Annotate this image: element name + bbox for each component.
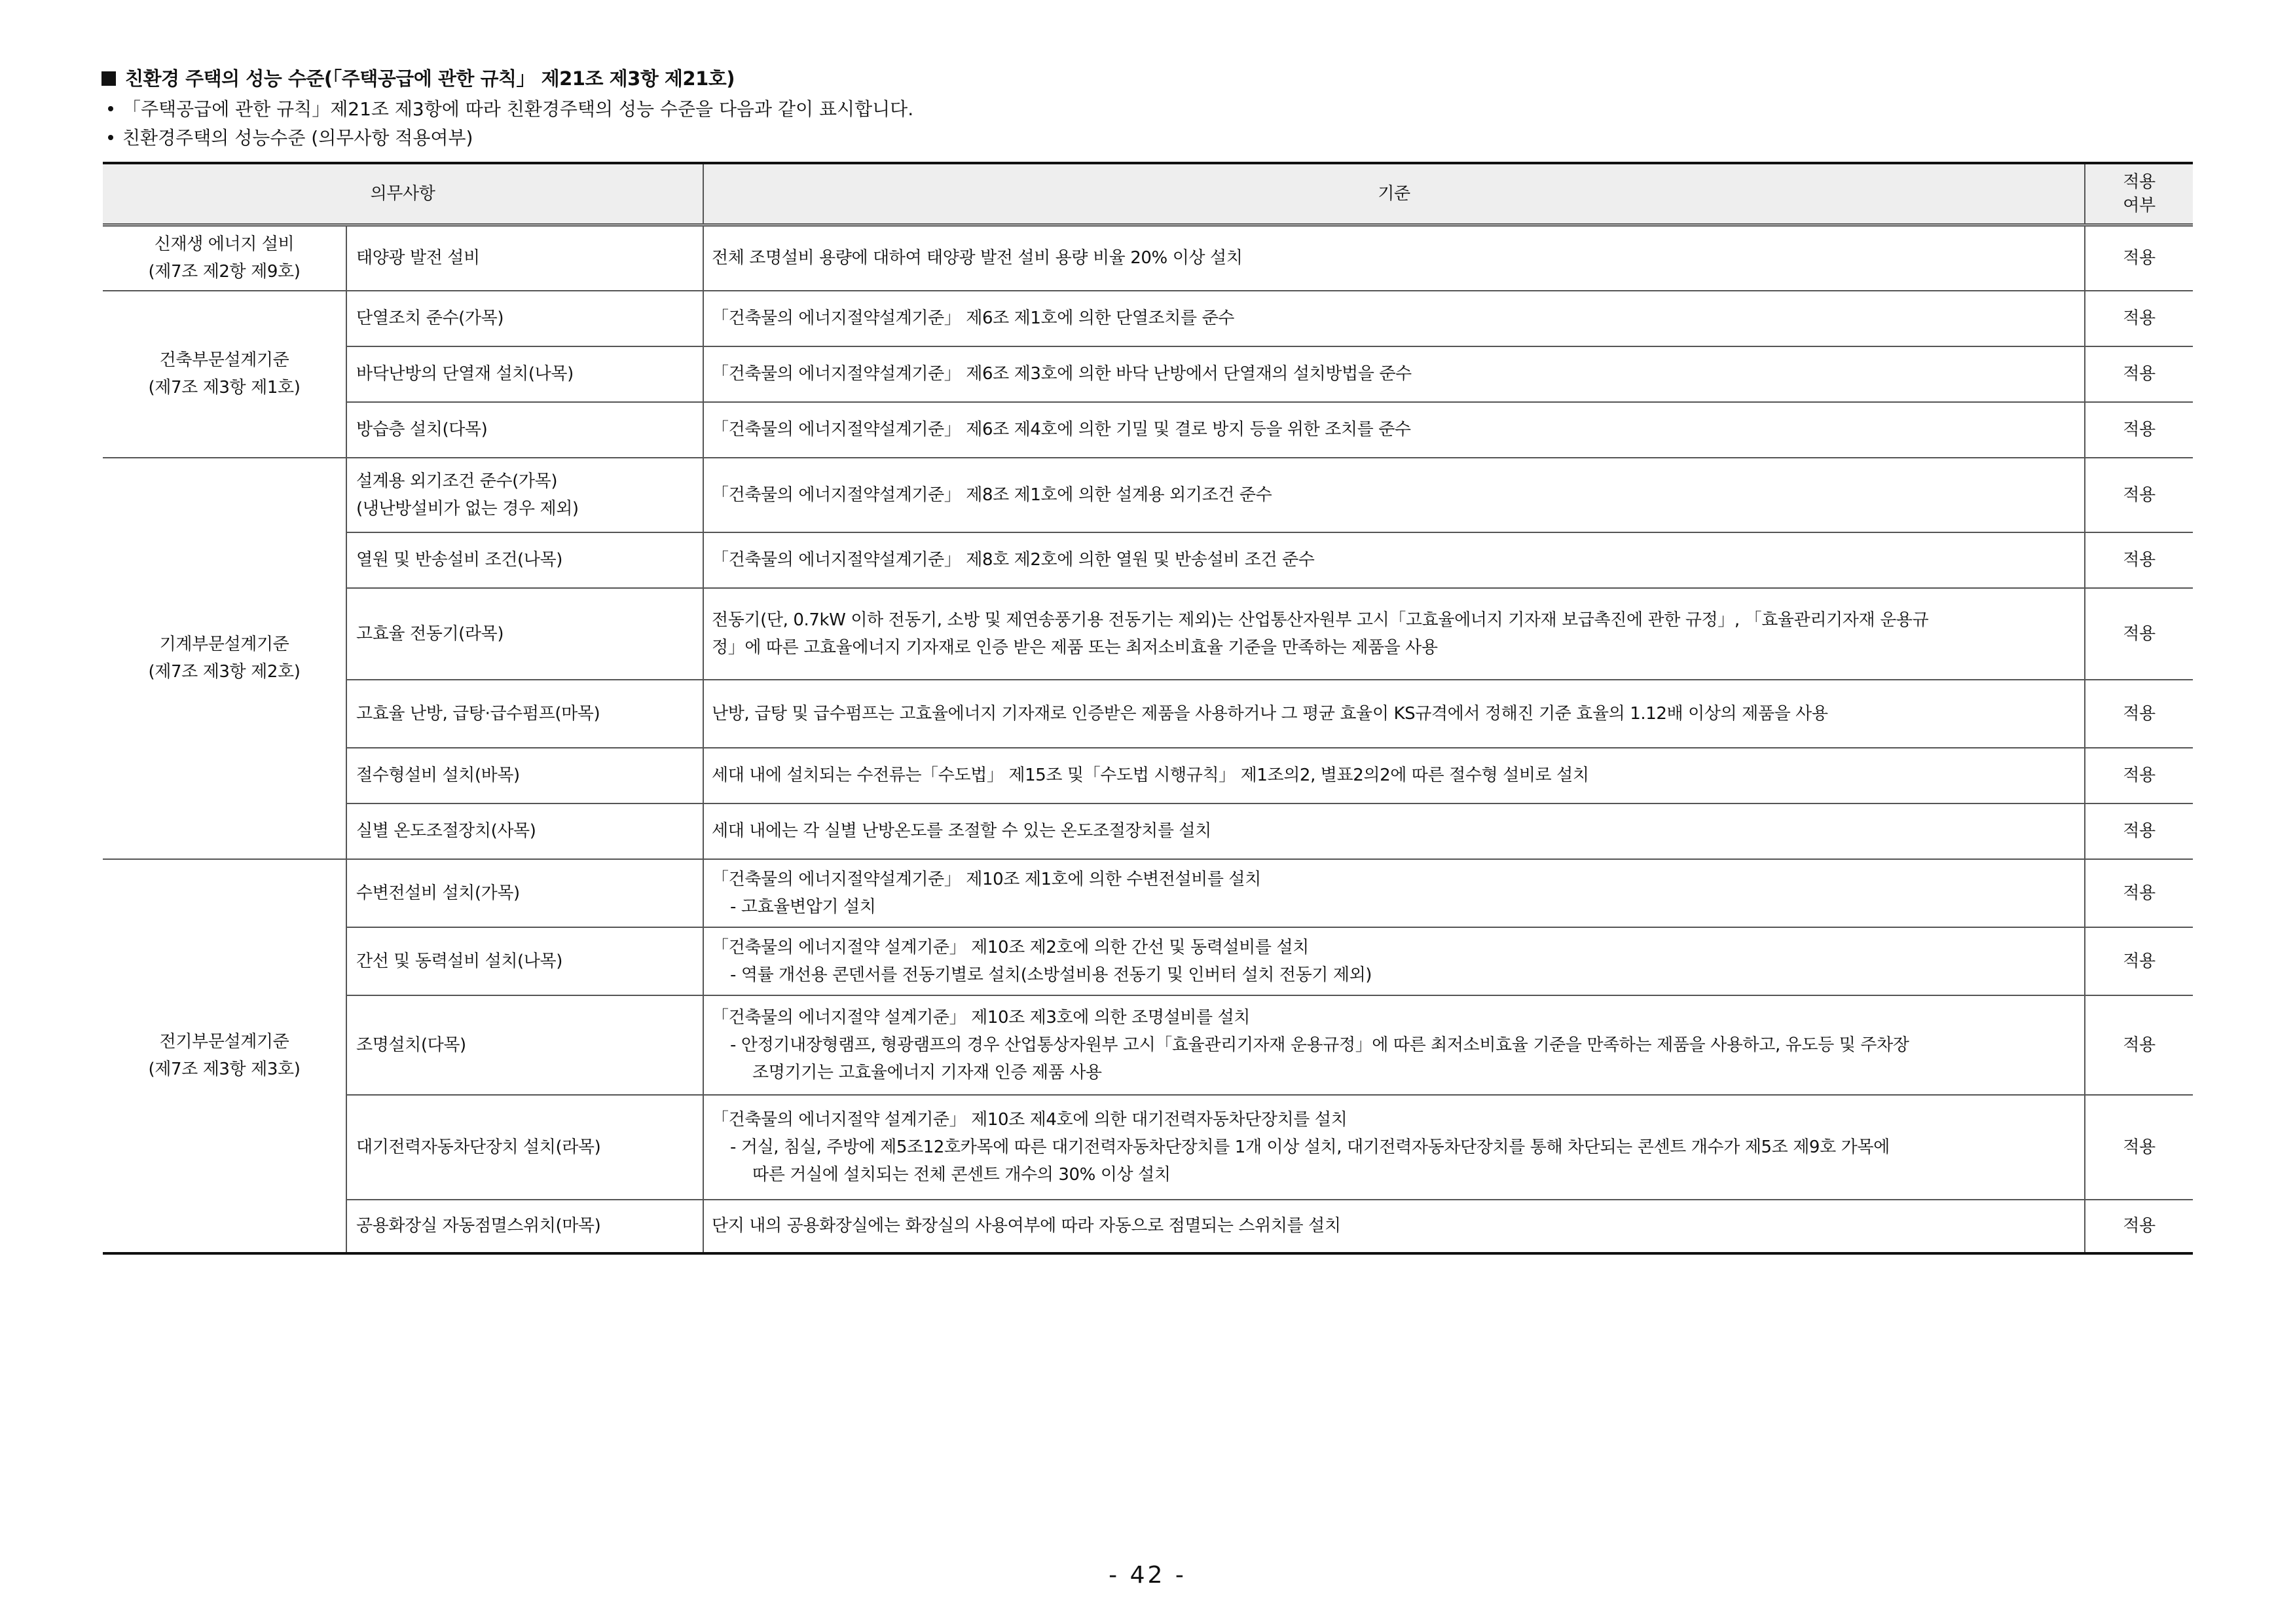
row-standard: 「건축물의 에너지절약설계기준」 제6조 제3호에 의한 바닥 난방에서 단열재의 설치방법을 준수 xyxy=(703,346,2085,402)
row-apply: 적용 xyxy=(2085,532,2193,588)
bullet-dot-icon xyxy=(108,106,113,111)
row-item: 대기전력자동차단장치 설치(라목) xyxy=(346,1095,703,1200)
table-row xyxy=(103,1200,2193,1253)
row-standard: 단지 내의 공용화장실에는 화장실의 사용여부에 따라 자동으로 점멸되는 스위치를 설치 xyxy=(703,1200,2085,1253)
row-standard: 세대 내에 설치되는 수전류는「수도법」 제15조 및「수도법 시행규칙」 제1조의2, 별표2의2에 따른 절수형 설비로 설치 xyxy=(703,748,2085,803)
row-apply: 적용 xyxy=(2085,803,2193,859)
row-standard: 세대 내에는 각 실별 난방온도를 조절할 수 있는 온도조절장치를 설치 xyxy=(703,803,2085,859)
table-row xyxy=(103,927,2193,995)
row-apply: 적용 xyxy=(2085,748,2193,803)
page-number: - 42 - xyxy=(1109,1562,1186,1589)
table-row xyxy=(103,532,2193,588)
row-item: 바닥난방의 단열재 설치(나목) xyxy=(346,346,703,402)
row-standard: 「건축물의 에너지절약 설계기준」 제10조 제4호에 의한 대기전력자동차단장치를 설치 - 거실, 침실, 주방에 제5조12호카목에 따른 대기전력자동차단장치를 1개 이상 설치, 대기전력자동차단장치를 통해 차단되는 콘센트 개수가 제5조 제9호 가목에 따른 거실에 설치되는 전체 콘센트 개수의 30% 이상 설치 xyxy=(703,1095,2085,1200)
row-standard: 「건축물의 에너지절약 설계기준」 제10조 제2호에 의한 간선 및 동력설비를 설치 - 역률 개선용 콘덴서를 전동기별로 설치(소방설비용 전동기 및 인버터 설치 전동기 제외) xyxy=(703,927,2085,995)
row-item: 절수형설비 설치(바목) xyxy=(346,748,703,803)
row-apply: 적용 xyxy=(2085,927,2193,995)
row-standard: 「건축물의 에너지절약설계기준」 제10조 제1호에 의한 수변전설비를 설치 - 고효율변압기 설치 xyxy=(703,859,2085,927)
row-standard: 「건축물의 에너지절약설계기준」 제8호 제2호에 의한 열원 및 반송설비 조건 준수 xyxy=(703,532,2085,588)
row-item: 조명설치(다목) xyxy=(346,995,703,1095)
row-apply: 적용 xyxy=(2085,1095,2193,1200)
row-item: 간선 및 동력설비 설치(나목) xyxy=(346,927,703,995)
table-row xyxy=(103,748,2193,803)
square-bullet-icon xyxy=(101,71,116,86)
row-apply: 적용 xyxy=(2085,346,2193,402)
requirements-table xyxy=(103,162,2193,1255)
row-apply: 적용 xyxy=(2085,995,2193,1095)
header-obligation: 의무사항 xyxy=(103,163,703,225)
table-row xyxy=(103,458,2193,532)
row-apply: 적용 xyxy=(2085,225,2193,291)
row-item: 고효율 난방, 급탕·급수펌프(마목) xyxy=(346,680,703,748)
row-item: 실별 온도조절장치(사목) xyxy=(346,803,703,859)
row-apply: 적용 xyxy=(2085,1200,2193,1253)
page-title xyxy=(101,64,735,91)
header-apply: 적용 여부 xyxy=(2085,163,2193,225)
row-item: 고효율 전동기(라목) xyxy=(346,588,703,680)
table-header-row xyxy=(103,163,2193,225)
table-row xyxy=(103,225,2193,291)
table-row xyxy=(103,1095,2193,1200)
table-row xyxy=(103,402,2193,458)
row-standard: 전체 조명설비 용량에 대하여 태양광 발전 설비 용량 비율 20% 이상 설치 xyxy=(703,225,2085,291)
bullet-dot-icon xyxy=(108,135,113,140)
row-standard: 「건축물의 에너지절약설계기준」 제8조 제1호에 의한 설계용 외기조건 준수 xyxy=(703,458,2085,532)
bullet-item: 친환경주택의 성능수준 (의무사항 적용여부) xyxy=(108,124,913,153)
row-apply: 적용 xyxy=(2085,859,2193,927)
page-title-text: 친환경 주택의 성능 수준(「주택공급에 관한 규칙」 제21조 제3항 제21호) xyxy=(125,67,735,90)
row-item: 공용화장실 자동점멸스위치(마목) xyxy=(346,1200,703,1253)
group-mechanical: 기계부문설계기준 (제7조 제3항 제2호) xyxy=(103,458,346,859)
row-apply: 적용 xyxy=(2085,588,2193,680)
row-apply: 적용 xyxy=(2085,291,2193,346)
table-row xyxy=(103,291,2193,346)
table-row xyxy=(103,588,2193,680)
table-row xyxy=(103,346,2193,402)
row-apply: 적용 xyxy=(2085,402,2193,458)
group-electrical: 전기부문설계기준 (제7조 제3항 제3호) xyxy=(103,859,346,1253)
row-item: 방습층 설치(다목) xyxy=(346,402,703,458)
bullet-item: 「주택공급에 관한 규칙」제21조 제3항에 따라 친환경주택의 성능 수준을 다음과 같이 표시합니다. xyxy=(108,95,913,124)
table-row xyxy=(103,859,2193,927)
row-item: 열원 및 반송설비 조건(나목) xyxy=(346,532,703,588)
row-item: 단열조치 준수(가목) xyxy=(346,291,703,346)
row-standard: 「건축물의 에너지절약설계기준」 제6조 제4호에 의한 기밀 및 결로 방지 등을 위한 조치를 준수 xyxy=(703,402,2085,458)
row-standard: 「건축물의 에너지절약설계기준」 제6조 제1호에 의한 단열조치를 준수 xyxy=(703,291,2085,346)
table-row xyxy=(103,995,2193,1095)
row-item: 설계용 외기조건 준수(가목) (냉난방설비가 없는 경우 제외) xyxy=(346,458,703,532)
row-apply: 적용 xyxy=(2085,680,2193,748)
row-standard: 「건축물의 에너지절약 설계기준」 제10조 제3호에 의한 조명설비를 설치 - 안정기내장형램프, 형광램프의 경우 산업통상자원부 고시「효율관리기자재 운용규정」에 따른 최저소비효율 기준을 만족하는 제품을 사용하고, 유도등 및 주차장 조명기기는 고효율에너지 기자재 인증 제품 사용 xyxy=(703,995,2085,1095)
table-row xyxy=(103,803,2193,859)
row-item: 태양광 발전 설비 xyxy=(346,225,703,291)
header-standard: 기준 xyxy=(703,163,2085,225)
group-renewable: 신재생 에너지 설비 (제7조 제2항 제9호) xyxy=(103,225,346,291)
row-standard: 전동기(단, 0.7kW 이하 전동기, 소방 및 제연송풍기용 전동기는 제외)는 산업통산자원부 고시「고효율에너지 기자재 보급촉진에 관한 규정」, 「효율관리기자재 운용규 정」에 따른 고효율에너지 기자재로 인증 받은 제품 또는 최저소비효율 기준을 만족하는 제품을 사용 xyxy=(703,588,2085,680)
row-item: 수변전설비 설치(가목) xyxy=(346,859,703,927)
row-standard: 난방, 급탕 및 급수펌프는 고효율에너지 기자재로 인증받은 제품을 사용하거나 그 평균 효율이 KS규격에서 정해진 기준 효율의 1.12배 이상의 제품을 사용 xyxy=(703,680,2085,748)
row-apply: 적용 xyxy=(2085,458,2193,532)
table-row xyxy=(103,680,2193,748)
intro-bullets xyxy=(108,95,913,153)
group-architecture: 건축부문설계기준 (제7조 제3항 제1호) xyxy=(103,291,346,458)
